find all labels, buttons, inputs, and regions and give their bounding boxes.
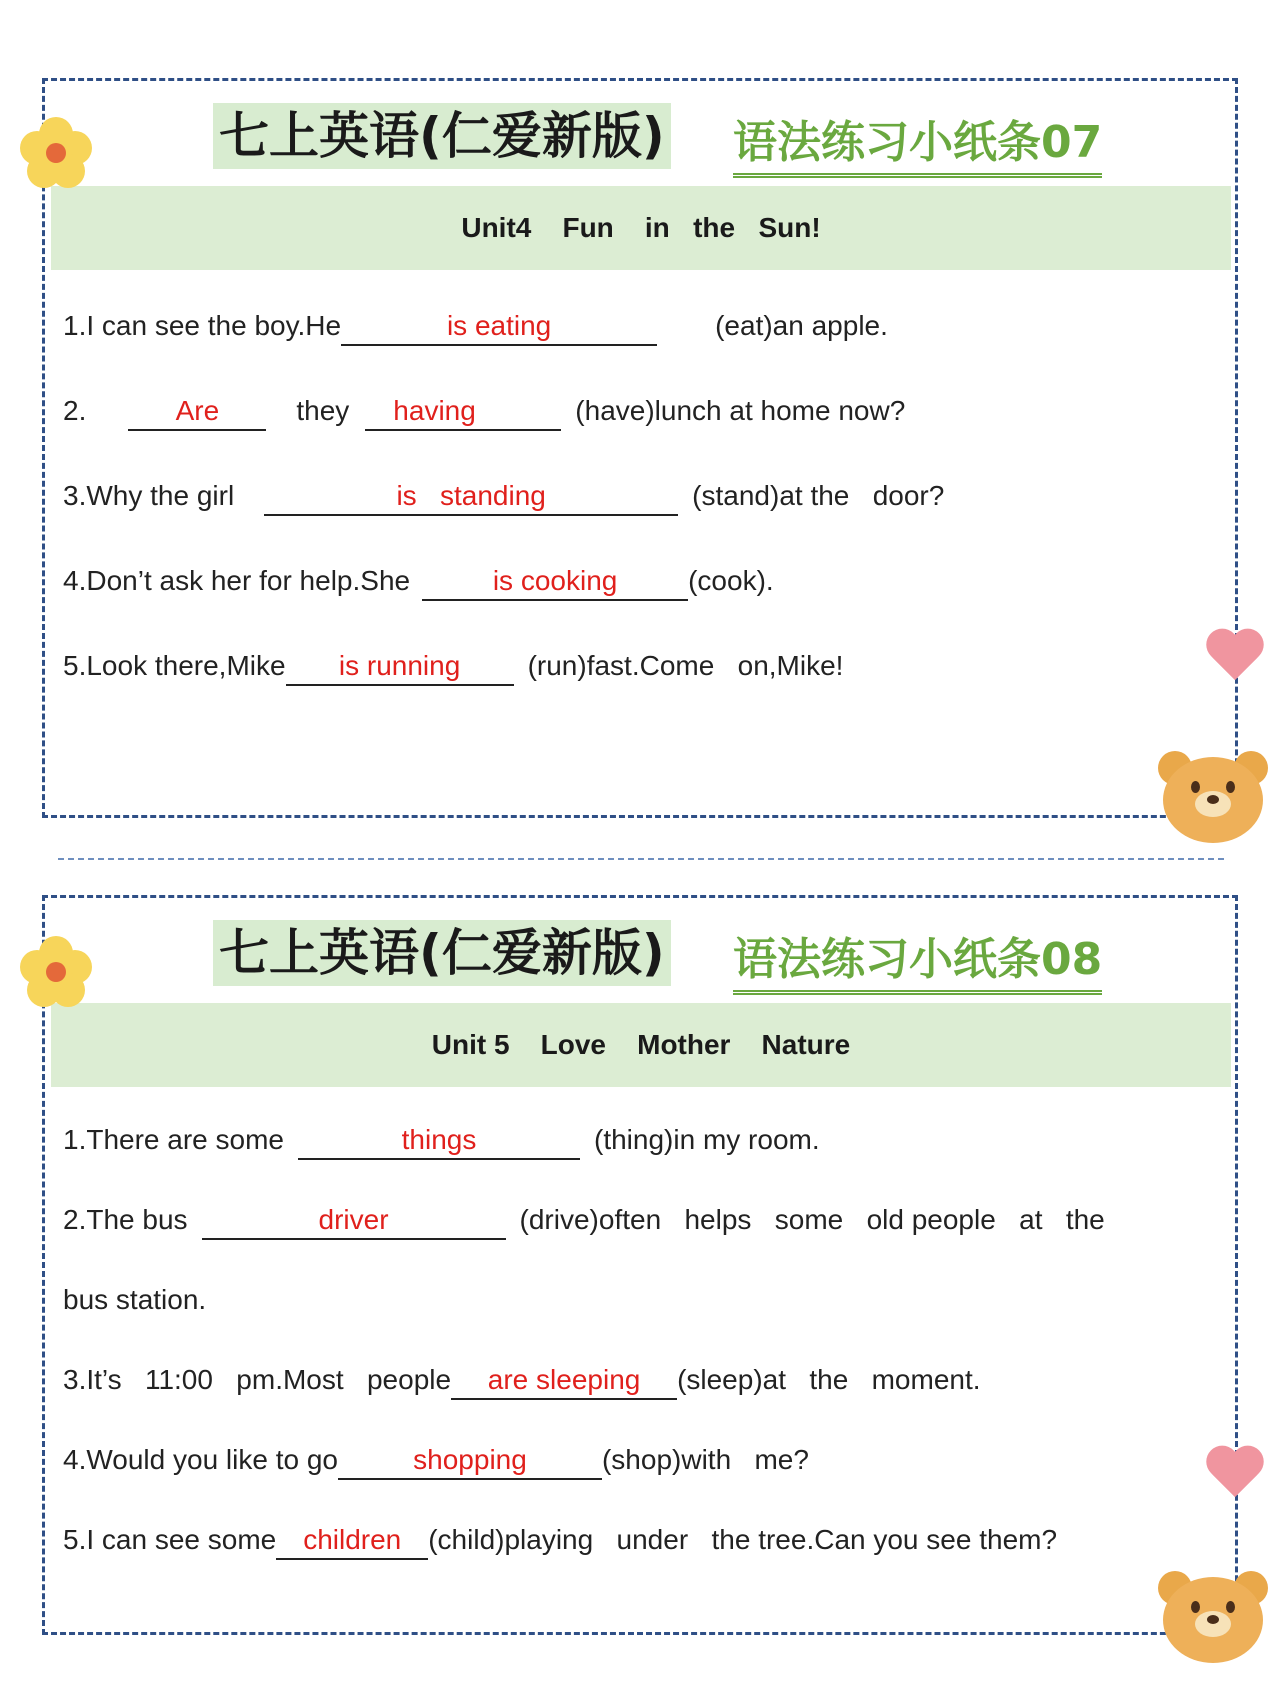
question-number: 2. — [63, 395, 87, 426]
answer-blank: shopping — [338, 1442, 602, 1480]
question-text: 1.There are some — [63, 1124, 284, 1155]
question-4 — [63, 1440, 809, 1480]
question-hint: (drive)often helps some old people at the — [519, 1204, 1105, 1235]
question-hint: (have)lunch at home now? — [575, 395, 906, 426]
flower-icon — [20, 936, 92, 1008]
answer-blank: children — [276, 1522, 428, 1560]
answer-text: having — [393, 395, 476, 426]
bear-icon — [1158, 1565, 1268, 1665]
worksheet-card-07 — [42, 78, 1238, 818]
question-hint: (cook). — [688, 565, 774, 596]
answer-blank — [365, 393, 561, 431]
question-3 — [63, 476, 944, 516]
worksheet-card-08 — [42, 895, 1238, 1635]
question-2 — [63, 1200, 1105, 1240]
question-2-continued: bus station. — [63, 1284, 207, 1315]
question-1 — [63, 1120, 820, 1160]
question-2 — [63, 391, 905, 431]
question-hint: (eat)an apple. — [715, 310, 888, 341]
question-text: 5.I can see some — [63, 1524, 277, 1555]
title-subtitle: 语法练习小纸条07 — [733, 113, 1102, 178]
question-hint: (thing)in my room. — [594, 1124, 820, 1155]
flower-icon — [20, 117, 92, 189]
answer-blank: is eating — [341, 308, 657, 346]
question-text: 5.Look there,Mike — [63, 650, 286, 681]
question-text: 1.I can see the boy.He — [63, 310, 342, 341]
question-text: 3.It’s 11:00 pm.Most people — [63, 1364, 452, 1395]
question-text: they — [296, 395, 350, 426]
unit-heading: Unit4 Fun in the Sun! — [51, 186, 1231, 270]
question-hint: (run)fast.Come on,Mike! — [527, 650, 844, 681]
unit-heading: Unit 5 Love Mother Nature — [51, 1003, 1231, 1087]
question-text: 2.The bus — [63, 1204, 188, 1235]
answer-blank: is standing — [264, 478, 678, 516]
answer-blank: driver — [202, 1202, 506, 1240]
card-title — [213, 103, 1143, 183]
answer-blank: is running — [286, 648, 514, 686]
answer-blank: things — [298, 1122, 580, 1160]
question-5 — [63, 1520, 1057, 1560]
question-5 — [63, 646, 843, 686]
question-hint: (shop)with me? — [601, 1444, 809, 1475]
answer-blank: Are — [128, 393, 266, 431]
answer-blank: is cooking — [422, 563, 688, 601]
question-hint: (sleep)at the moment. — [677, 1364, 981, 1395]
question-text: 3.Why the girl — [63, 480, 235, 511]
heart-icon — [1205, 1447, 1265, 1503]
question-hint: (child)playing under the tree.Can you see them? — [428, 1524, 1058, 1555]
question-3 — [63, 1360, 981, 1400]
bear-icon — [1158, 745, 1268, 845]
answer-blank: are sleeping — [451, 1362, 677, 1400]
title-main: 七上英语(仁爱新版) — [213, 920, 671, 986]
title-main: 七上英语(仁爱新版) — [213, 103, 671, 169]
question-1 — [63, 306, 888, 346]
question-hint: (stand)at the door? — [692, 480, 945, 511]
question-text: 4.Don’t ask her for help.She — [63, 565, 411, 596]
question-4 — [63, 561, 774, 601]
title-subtitle: 语法练习小纸条08 — [733, 930, 1102, 995]
cut-line — [58, 858, 1224, 860]
heart-icon — [1205, 630, 1265, 686]
card-title — [213, 920, 1143, 1000]
question-text: 4.Would you like to go — [63, 1444, 338, 1475]
